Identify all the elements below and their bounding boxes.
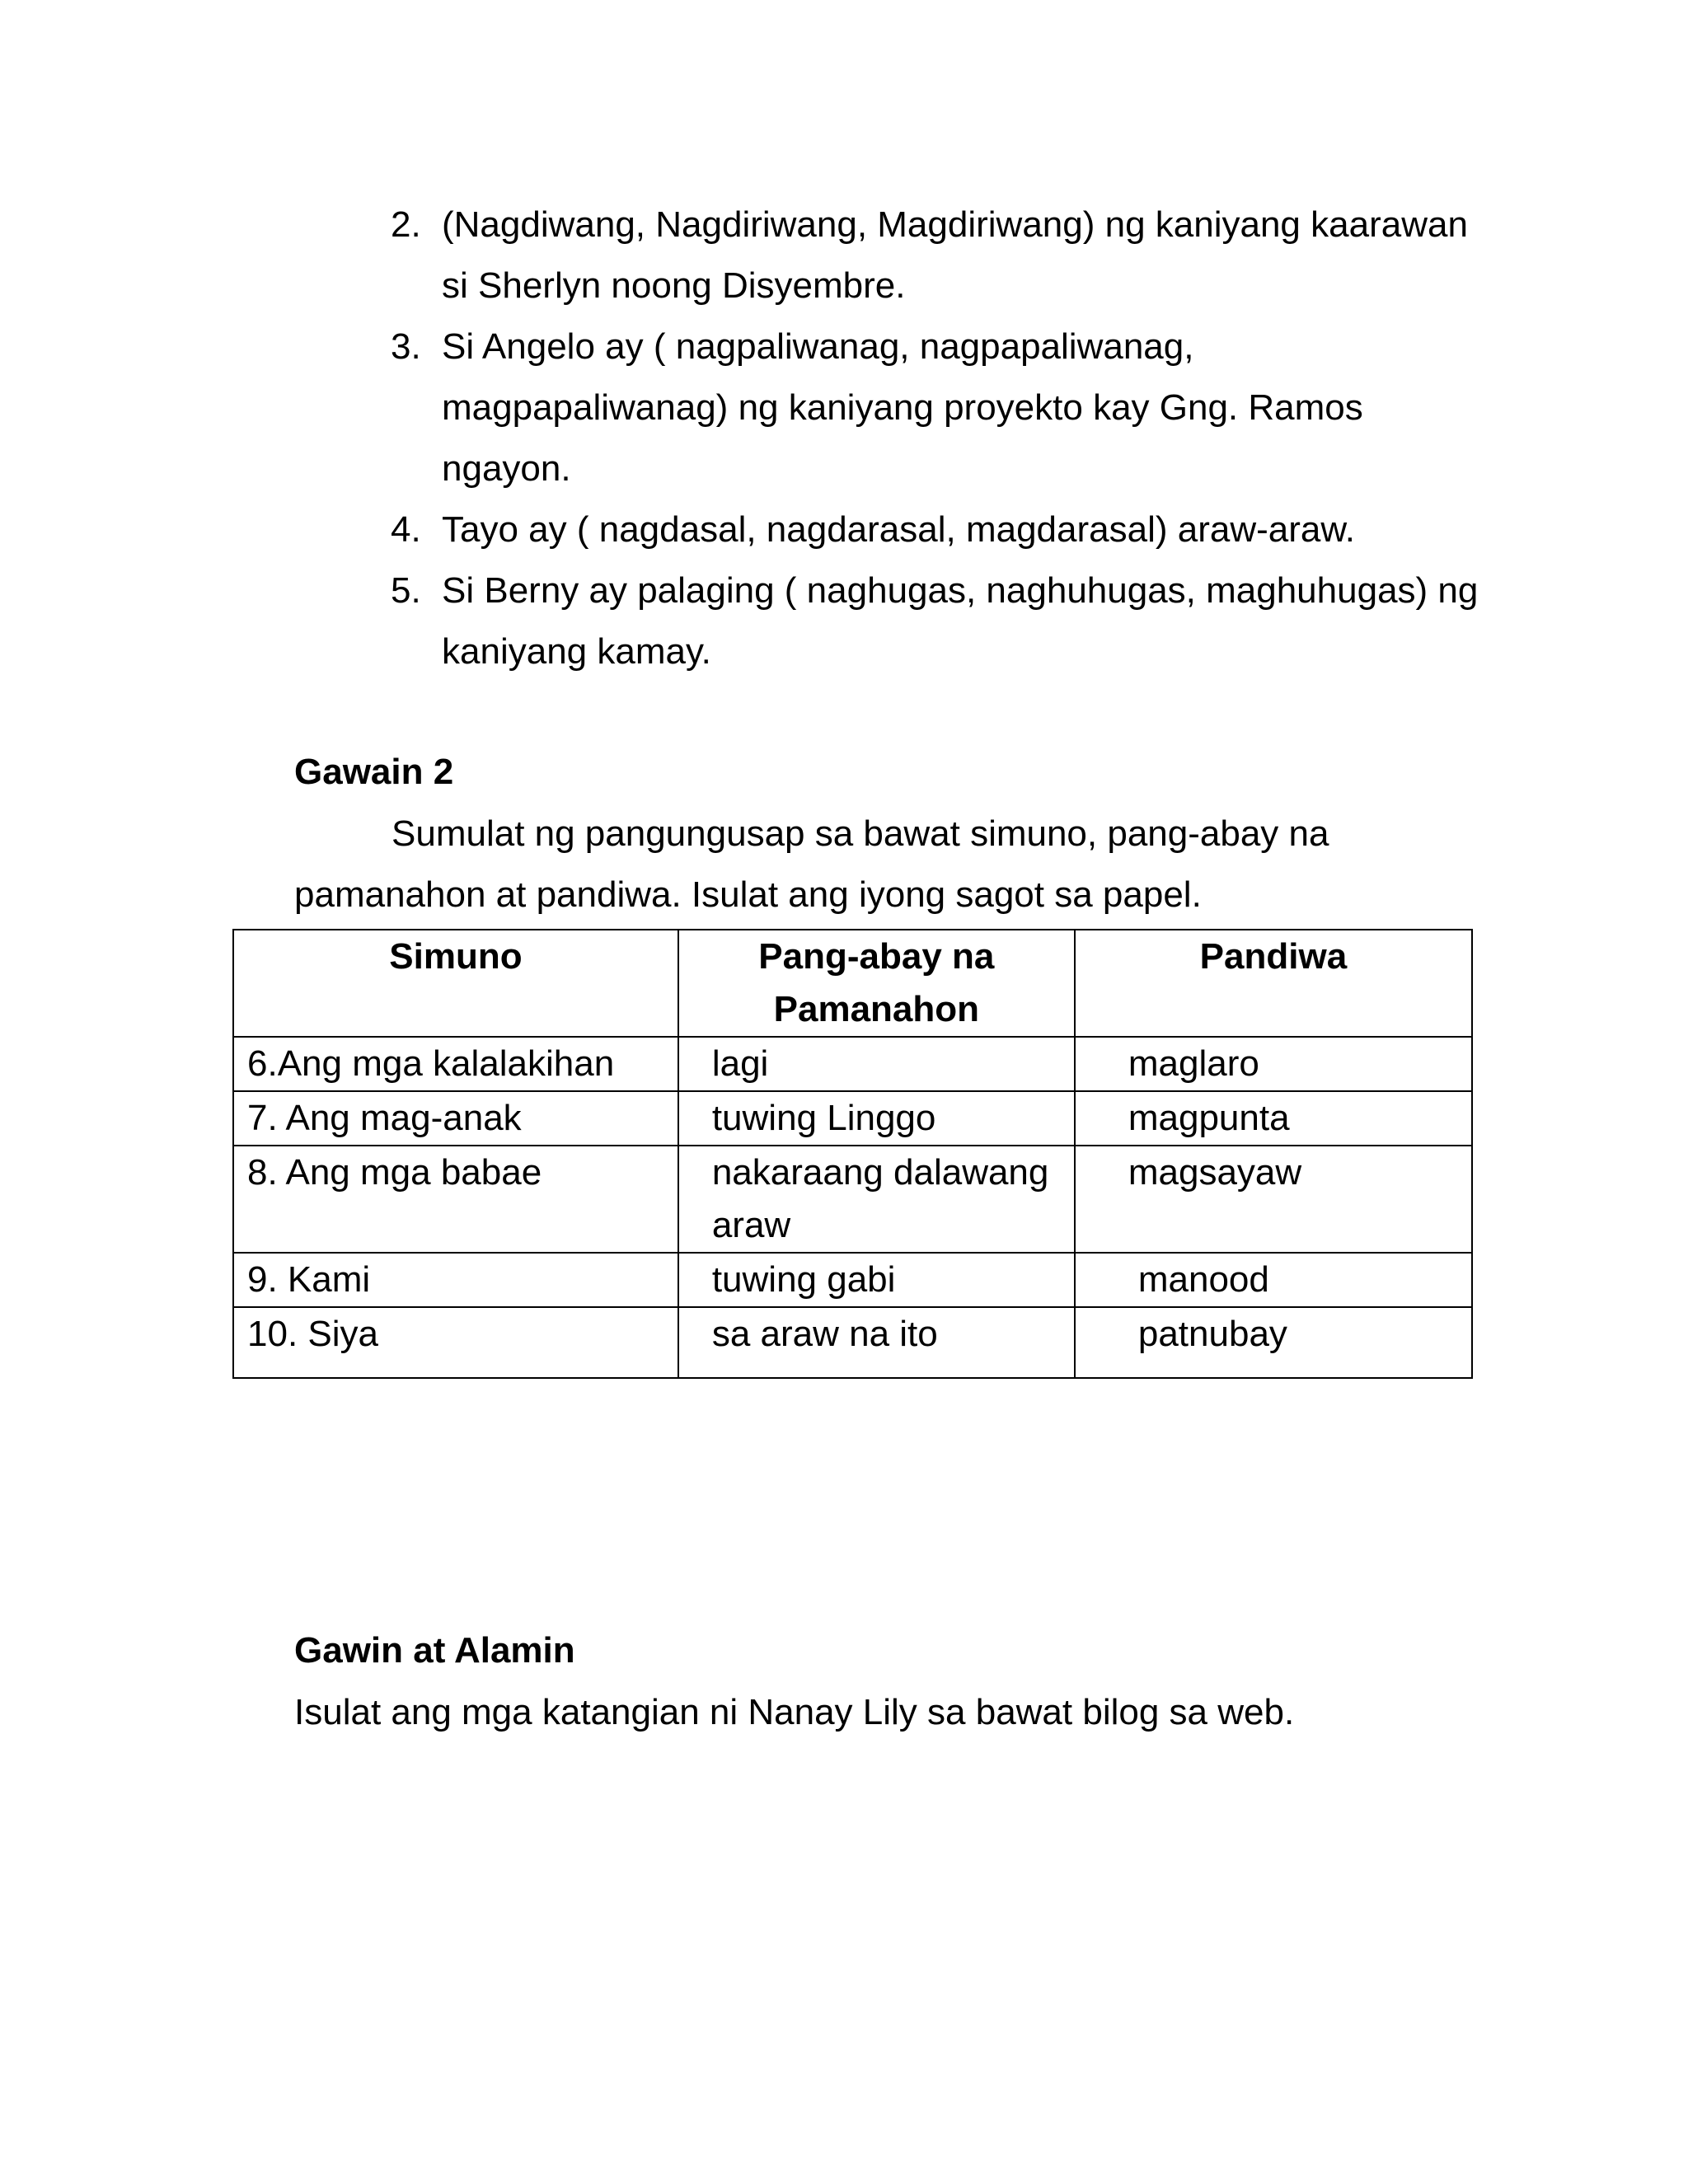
- table-cell-pandiwa: manood: [1075, 1253, 1472, 1307]
- table-cell-simuno: 10. Siya: [233, 1307, 678, 1378]
- list-item: [391, 316, 1479, 499]
- table-cell-pandiwa: patnubay: [1075, 1307, 1472, 1378]
- gawain2-instruction-text: Sumulat ng pangungusap sa bawat simuno, pang-abay na pamanahon at pandiwa. Isulat ang iyong sagot sa papel.: [294, 813, 1329, 915]
- list-item-number: 4.: [391, 509, 421, 550]
- table-cell-simuno: 6.Ang mga kalalakihan: [233, 1037, 678, 1091]
- list-item: [391, 499, 1479, 560]
- list-item-text: Si Angelo ay ( nagpaliwanag, nagpapaliwanag, magpapaliwanag) ng kaniyang proyekto kay Gng. Ramos ngayon.: [442, 326, 1363, 489]
- table-cell-pandiwa: maglaro: [1075, 1037, 1472, 1091]
- table-cell-pang-abay: nakaraang dalawang araw: [678, 1146, 1075, 1253]
- table-row: [233, 1091, 1472, 1146]
- gawin-at-alamin-instruction: Isulat ang mga katangian ni Nanay Lily sa bawat bilog sa web.: [294, 1692, 1295, 1732]
- column-header-pang-abay: Pang-abay na Pamanahon: [678, 930, 1075, 1037]
- gawain2-heading: Gawain 2: [294, 752, 454, 792]
- column-header-simuno: Simuno: [233, 930, 678, 1037]
- table-cell-pang-abay: sa araw na ito: [678, 1307, 1075, 1378]
- table-cell-pandiwa: magsayaw: [1075, 1146, 1472, 1253]
- table-cell-simuno: 9. Kami: [233, 1253, 678, 1307]
- table-cell-pang-abay: tuwing gabi: [678, 1253, 1075, 1307]
- column-header-pandiwa: Pandiwa: [1075, 930, 1472, 1037]
- gawin-at-alamin-heading: Gawin at Alamin: [294, 1630, 575, 1671]
- list-item-text: (Nagdiwang, Nagdiriwang, Magdiriwang) ng kaniyang kaarawan si Sherlyn noong Disyembre.: [442, 204, 1468, 306]
- list-item-number: 3.: [391, 326, 421, 367]
- list-item-text: Si Berny ay palaging ( naghugas, naghuhugas, maghuhugas) ng kaniyang kamay.: [442, 570, 1479, 672]
- table-row: [233, 1146, 1472, 1253]
- answer-table: [232, 929, 1473, 1379]
- exercise-list: [391, 194, 1479, 682]
- list-item-text: Tayo ay ( nagdasal, nagdarasal, magdarasal) araw-araw.: [442, 509, 1355, 550]
- list-item-number: 5.: [391, 570, 421, 611]
- list-item: [391, 194, 1479, 316]
- list-item-number: 2.: [391, 204, 421, 245]
- table-header-row: [233, 930, 1472, 1037]
- table-cell-simuno: 7. Ang mag-anak: [233, 1091, 678, 1146]
- table-row: [233, 1307, 1472, 1378]
- list-item: [391, 560, 1479, 682]
- gawain2-instruction: [294, 804, 1448, 926]
- table-row: [233, 1037, 1472, 1091]
- table-row: [233, 1253, 1472, 1307]
- table-cell-pandiwa: magpunta: [1075, 1091, 1472, 1146]
- table-cell-pang-abay: lagi: [678, 1037, 1075, 1091]
- table-cell-simuno: 8. Ang mga babae: [233, 1146, 678, 1253]
- table-cell-pang-abay: tuwing Linggo: [678, 1091, 1075, 1146]
